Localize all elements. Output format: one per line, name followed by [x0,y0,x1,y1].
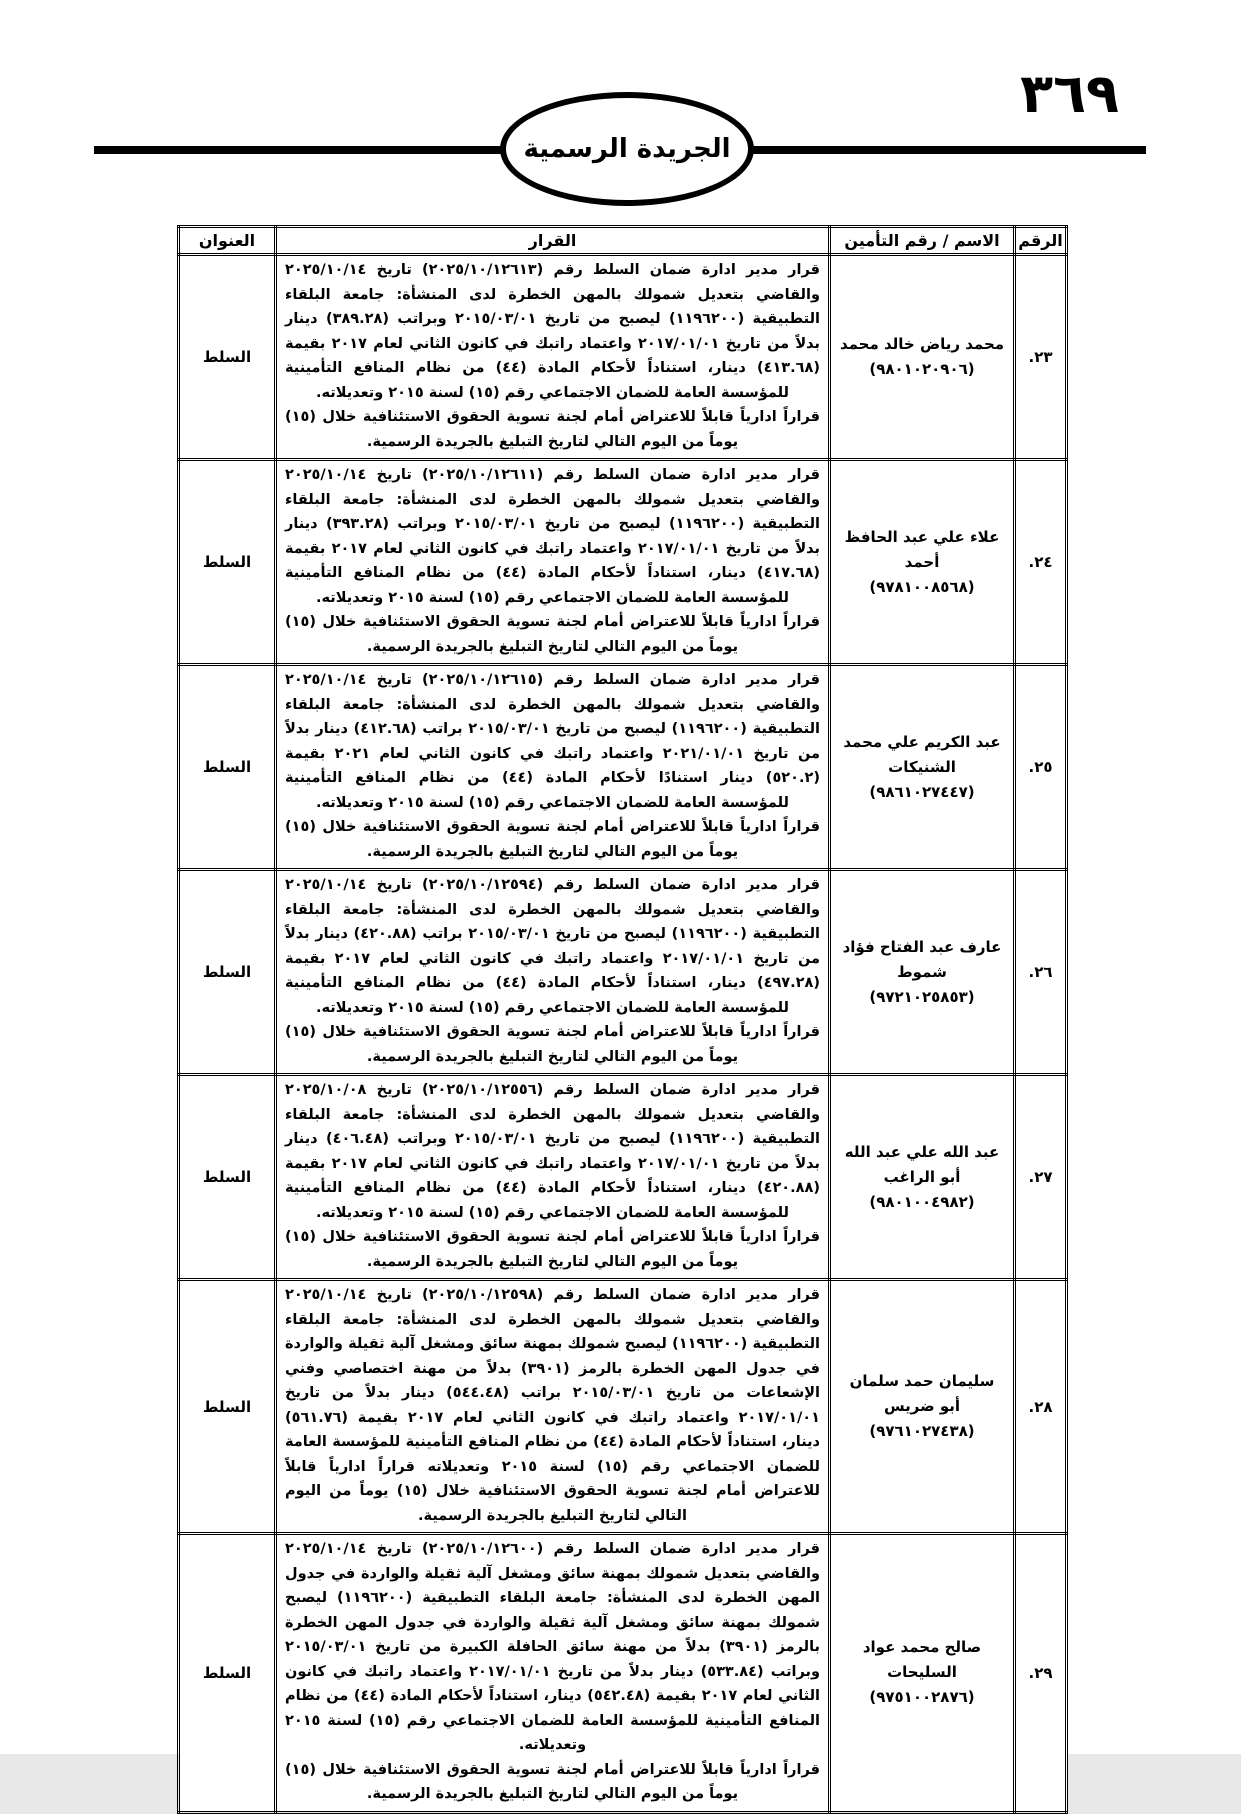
name-cell [830,870,1015,1075]
decision-cell [276,1075,830,1280]
decision-paragraph-2: قراراً ادارياً قابلاً للاعتراض أمام لجنة تسوية الحقوق الاستئنافية خلال (١٥) يوماً من اليوم التالي لتاريخ التبليغ بالجريدة الرسمية. [285,614,820,655]
person-name: عارف عبد الفتاح فؤاد شموط [842,937,1002,981]
table-row [179,1075,1067,1280]
decision-paragraph-2: قراراً ادارياً قابلاً للاعتراض أمام لجنة تسوية الحقوق الاستئنافية خلال (١٥) يوماً من اليوم التالي لتاريخ التبليغ بالجريدة الرسمية. [285,1761,820,1802]
insurance-number: (٩٧٢١٠٢٥٨٥٣) [869,987,975,1006]
table-row [179,870,1067,1075]
address-cell: السلط [179,665,276,870]
name-cell [830,665,1015,870]
table-row [179,1534,1067,1813]
name-cell [830,1075,1015,1280]
address-cell: السلط [179,460,276,665]
header-row [179,227,1067,255]
column-header-decision: القرار [276,227,830,255]
name-cell [830,1280,1015,1534]
address-cell: السلط [179,1075,276,1280]
decision-paragraph-2: قراراً ادارياً قابلاً للاعتراض أمام لجنة تسوية الحقوق الاستئنافية خلال (١٥) يوماً من اليوم التالي لتاريخ التبليغ بالجريدة الرسمية. [285,409,820,450]
row-number-cell: ٢٧. [1015,1075,1067,1280]
row-number-cell: ٢٥. [1015,665,1067,870]
address-cell: السلط [179,255,276,460]
address-cell: السلط [179,1534,276,1813]
name-cell [830,1534,1015,1813]
row-number-cell: ٢٦. [1015,870,1067,1075]
decision-paragraph-1: قرار مدير ادارة ضمان السلط رقم (٢٠٢٥/١٠/١٢٥٩٤) تاريخ ٢٠٢٥/١٠/١٤ والقاضي بتعديل شمولك بالمهن الخطرة لدى المنشأة: جامعة البلقاء التطبيقية (١١٩٦٢٠٠) ليصبح من تاريخ ٢٠١٥/٠٣/٠١ براتب (٤٢٠.٨٨) دينار بدلاً من تاريخ ٢٠١٧/٠١/٠١ واعتماد راتبك في كانون الثاني لعام ٢٠١٧ بقيمة (٤٩٧.٢٨) دينار، استناداً لأحكام المادة (٤٤) من نظام المنافع التأمينية للمؤسسة العامة للضمان الاجتماعي رقم (١٥) لسنة ٢٠١٥ وتعديلاته. [285,877,821,1016]
row-number-cell: ٢٨. [1015,1280,1067,1534]
decision-cell [276,870,830,1075]
column-header-address: العنوان [179,227,276,255]
page-number: ٣٦٩ [1020,62,1119,125]
table-row [179,1280,1067,1534]
row-number-cell: ٢٤. [1015,460,1067,665]
decision-cell [276,460,830,665]
address-cell: السلط [179,1280,276,1534]
row-number-cell: ٢٣. [1015,255,1067,460]
decision-paragraph-1: قرار مدير ادارة ضمان السلط رقم (٢٠٢٥/١٠/١٢٦١٥) تاريخ ٢٠٢٥/١٠/١٤ والقاضي بتعديل شمولك بالمهن الخطرة لدى المنشأة: جامعة البلقاء التطبيقية (١١٩٦٢٠٠) ليصبح من تاريخ ٢٠١٥/٠٣/٠١ براتب (٤١٢.٦٨) دينار بدلاً من تاريخ ٢٠٢١/٠١/٠١ واعتماد راتبك في كانون الثاني لعام ٢٠٢١ بقيمة (٥٢٠.٢) دينار استنادًا لأحكام المادة (٤٤) من نظام المنافع التأمينية للمؤسسة العامة للضمان الاجتماعي رقم (١٥) لسنة ٢٠١٥ وتعديلاته. [285,672,821,811]
decision-paragraph-1: قرار مدير ادارة ضمان السلط رقم (٢٠٢٥/١٠/١٢٥٩٨) تاريخ ٢٠٢٥/١٠/١٤ والقاضي بتعديل شمولك بالمهن الخطرة لدى المنشأة: جامعة البلقاء التطبيقية (١١٩٦٢٠٠) ليصبح شمولك بمهنة سائق ومشغل آلية ثقيلة والواردة في جدول المهن الخطرة بالرمز (٣٩٠١) بدلاً من مهنة اختصاصي وفني الإشعاعات من تاريخ ٢٠١٥/٠٣/٠١ براتب (٥٤٤.٤٨) دينار بدلاً من تاريخ ٢٠١٧/٠١/٠١ واعتماد راتبك في كانون الثاني لعام ٢٠١٧ بقيمة (٥٦١.٧٦) دينار، استناداً لأحكام المادة (٤٤) من نظام المنافع التأمينية للمؤسسة العامة للضمان الاجتماعي رقم (١٥) لسنة ٢٠١٥ وتعديلاته قراراً ادارياً قابلاً للاعتراض أمام لجنة تسوية الحقوق الاستئنافية خلال (١٥) يوماً من اليوم التالي لتاريخ التبليغ بالجريدة الرسمية. [285,1287,820,1524]
column-header-number: الرقم [1015,227,1067,255]
decision-paragraph-1: قرار مدير ادارة ضمان السلط رقم (٢٠٢٥/١٠/١٢٦١١) تاريخ ٢٠٢٥/١٠/١٤ والقاضي بتعديل شمولك بالمهن الخطرة لدى المنشأة: جامعة البلقاء التطبيقية (١١٩٦٢٠٠) ليصبح من تاريخ ٢٠١٥/٠٣/٠١ وبراتب (٣٩٣.٢٨) دينار بدلاً من تاريخ ٢٠١٧/٠١/٠١ واعتماد راتبك في كانون الثاني لعام ٢٠١٧ بقيمة (٤١٧.٦٨) دينار، استناداً لأحكام المادة (٤٤) من نظام المنافع التأمينية للمؤسسة العامة للضمان الاجتماعي رقم (١٥) لسنة ٢٠١٥ وتعديلاته. [285,467,820,606]
insurance-number: (٩٨٠١٠٠٤٩٨٢) [869,1192,975,1211]
address-cell: السلط [179,870,276,1075]
person-name: عبد الكريم علي محمد الشنيكات [843,732,1001,776]
gazette-banner-title: الجريدة الرسمية [523,134,731,164]
table-row [179,255,1067,460]
insurance-number: (٩٨٦١٠٢٧٤٤٧) [869,782,975,801]
name-cell [830,255,1015,460]
decision-paragraph-2: قراراً ادارياً قابلاً للاعتراض أمام لجنة تسوية الحقوق الاستئنافية خلال (١٥) يوماً من اليوم التالي لتاريخ التبليغ بالجريدة الرسمية. [285,819,820,860]
decision-paragraph-1: قرار مدير ادارة ضمان السلط رقم (٢٠٢٥/١٠/١٢٥٥٦) تاريخ ٢٠٢٥/١٠/٠٨ والقاضي بتعديل شمولك بالمهن الخطرة لدى المنشأة: جامعة البلقاء التطبيقية (١١٩٦٢٠٠) ليصبح من تاريخ ٢٠١٥/٠٣/٠١ وبراتب (٤٠٦.٤٨) دينار بدلاً من تاريخ ٢٠١٧/٠١/٠١ واعتماد راتبك في كانون الثاني لعام ٢٠١٧ بقيمة (٤٢٠.٨٨) دينار، استناداً لأحكام المادة (٤٤) من نظام المنافع التأمينية للمؤسسة العامة للضمان الاجتماعي رقم (١٥) لسنة ٢٠١٥ وتعديلاته. [285,1082,820,1221]
person-name: محمد رياض خالد محمد [839,335,1005,353]
decision-paragraph-2: قراراً ادارياً قابلاً للاعتراض أمام لجنة تسوية الحقوق الاستئنافية خلال (١٥) يوماً من اليوم التالي لتاريخ التبليغ بالجريدة الرسمية. [285,1024,820,1065]
gazette-banner [500,92,754,206]
column-header-name: الاسم / رقم التأمين [830,227,1015,255]
table-row [179,665,1067,870]
person-name: علاء علي عبد الحافظ أحمد [844,527,1000,571]
insurance-number: (٩٧٦١٠٢٧٤٣٨) [869,1422,975,1440]
decision-cell [276,255,830,460]
table-row [179,460,1067,665]
decision-cell [276,1534,830,1813]
row-number-cell: ٢٩. [1015,1534,1067,1813]
insurance-number: (٩٧٨١٠٠٨٥٦٨) [869,577,975,596]
insurance-number: (٩٧٥١٠٠٢٨٧٦) [869,1688,975,1707]
name-cell [830,460,1015,665]
decision-paragraph-1: قرار مدير ادارة ضمان السلط رقم (٢٠٢٥/١٠/١٢٦٠٠) تاريخ ٢٠٢٥/١٠/١٤ والقاضي بتعديل شمولك بمهنة سائق ومشغل آلية ثقيلة والواردة في جدول المهن الخطرة لدى المنشأة: جامعة البلقاء التطبيقية (١١٩٦٢٠٠) ليصبح شمولك بمهنة سائق ومشغل آلية ثقيلة والواردة في جدول المهن الخطرة بالرمز (٣٩٠١) بدلاً من مهنة سائق الحافلة الكبيرة من تاريخ ٢٠١٥/٠٣/٠١ وبراتب (٥٣٣.٨٤) دينار بدلاً من تاريخ ٢٠١٧/٠١/٠١ واعتماد راتبك في كانون الثاني لعام ٢٠١٧ بقيمة (٥٤٢.٤٨) دينار، استناداً لأحكام المادة (٤٤) من نظام المنافع التأمينية للمؤسسة العامة للضمان الاجتماعي رقم (١٥) لسنة ٢٠١٥ وتعديلاته. [285,1541,821,1753]
person-name: سليمان حمد سلمان أبو ضريس [849,1372,995,1415]
decisions-table [177,225,1068,1814]
decision-paragraph-2: قراراً ادارياً قابلاً للاعتراض أمام لجنة تسوية الحقوق الاستئنافية خلال (١٥) يوماً من اليوم التالي لتاريخ التبليغ بالجريدة الرسمية. [285,1229,820,1270]
decision-cell [276,1280,830,1534]
decision-cell [276,665,830,870]
decision-paragraph-1: قرار مدير ادارة ضمان السلط رقم (٢٠٢٥/١٠/١٢٦١٣) تاريخ ٢٠٢٥/١٠/١٤ والقاضي بتعديل شمولك بالمهن الخطرة لدى المنشأة: جامعة البلقاء التطبيقية (١١٩٦٢٠٠) ليصبح من تاريخ ٢٠١٥/٠٣/٠١ وبراتب (٣٨٩.٢٨) دينار بدلاً من تاريخ ٢٠١٧/٠١/٠١ واعتماد راتبك في كانون الثاني لعام ٢٠١٧ بقيمة (٤١٣.٦٨) دينار، استناداً لأحكام المادة (٤٤) من نظام المنافع التأمينية للمؤسسة العامة للضمان الاجتماعي رقم (١٥) لسنة ٢٠١٥ وتعديلاته. [285,262,820,401]
person-name: صالح محمد عواد السليحات [862,1638,982,1682]
person-name: عبد الله علي عبد الله أبو الراغب [844,1142,1000,1186]
insurance-number: (٩٨٠١٠٢٠٩٠٦) [869,360,975,378]
